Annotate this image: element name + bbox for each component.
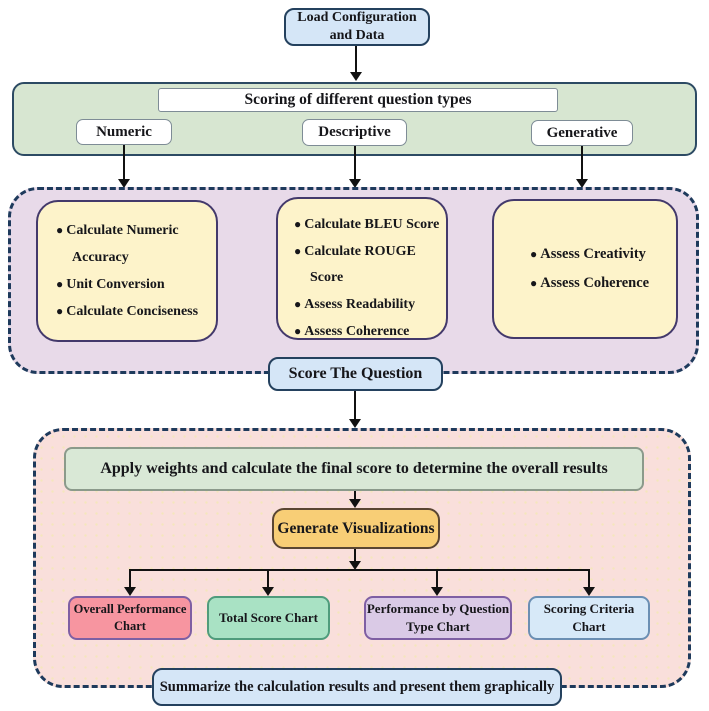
connector-chart-4 (588, 569, 590, 587)
arrowhead-chart-3 (431, 587, 443, 596)
node-scoring-criteria-chart: Scoring Criteria Chart (528, 596, 650, 640)
connector-chart-3 (436, 569, 438, 587)
node-overall-performance-chart: Overall Performance Chart (68, 596, 192, 640)
arrowhead-score-to-results (349, 419, 361, 428)
arrowhead-chart-1 (124, 587, 136, 596)
node-load-configuration: Load Configuration and Data (284, 8, 430, 46)
connector-generative (581, 146, 583, 179)
arrowhead-load-to-band (350, 72, 362, 81)
node-performance-by-question-type-chart: Performance by Question Type Chart (364, 596, 512, 640)
node-score-the-question: Score The Question (268, 357, 443, 391)
criteria-item: ● Calculate ROUGE Score (294, 238, 444, 291)
criteria-item: ● Calculate Numeric Accuracy (56, 217, 214, 271)
arrowhead-chart-2 (262, 587, 274, 596)
branch-line (129, 569, 590, 571)
connector-numeric (123, 145, 125, 179)
connector-load-to-band (355, 46, 357, 73)
criteria-item: ● Calculate Conciseness (56, 298, 214, 325)
type-label-generative: Generative (531, 120, 633, 146)
node-total-score-chart: Total Score Chart (207, 596, 330, 640)
arrowhead-apply-to-viz (349, 499, 361, 508)
connector-descriptive (354, 146, 356, 179)
criteria-item: ● Assess Coherence (530, 269, 674, 298)
criteria-item: ● Calculate BLEU Score (294, 211, 444, 238)
criteria-box-descriptive (276, 197, 448, 340)
type-label-numeric: Numeric (76, 119, 172, 145)
criteria-box-numeric (36, 200, 218, 342)
criteria-item: ● Assess Coherence (294, 318, 444, 345)
criteria-box-generative (492, 199, 678, 339)
node-generate-visualizations: Generate Visualizations (272, 508, 440, 549)
node-apply-weights: Apply weights and calculate the final score to determine the overall results (64, 447, 644, 491)
connector-chart-2 (267, 569, 269, 587)
scoring-band-title: Scoring of different question types (158, 88, 558, 112)
connector-score-to-results (354, 391, 356, 419)
node-summarize: Summarize the calculation results and present them graphically (152, 668, 562, 706)
connector-viz-to-branch (354, 549, 356, 561)
connector-chart-1 (129, 569, 131, 587)
arrowhead-chart-4 (583, 587, 595, 596)
criteria-item: ● Unit Conversion (56, 271, 214, 298)
criteria-item: ● Assess Creativity (530, 240, 674, 269)
criteria-item: ● Assess Readability (294, 291, 444, 318)
type-label-descriptive: Descriptive (302, 119, 407, 146)
